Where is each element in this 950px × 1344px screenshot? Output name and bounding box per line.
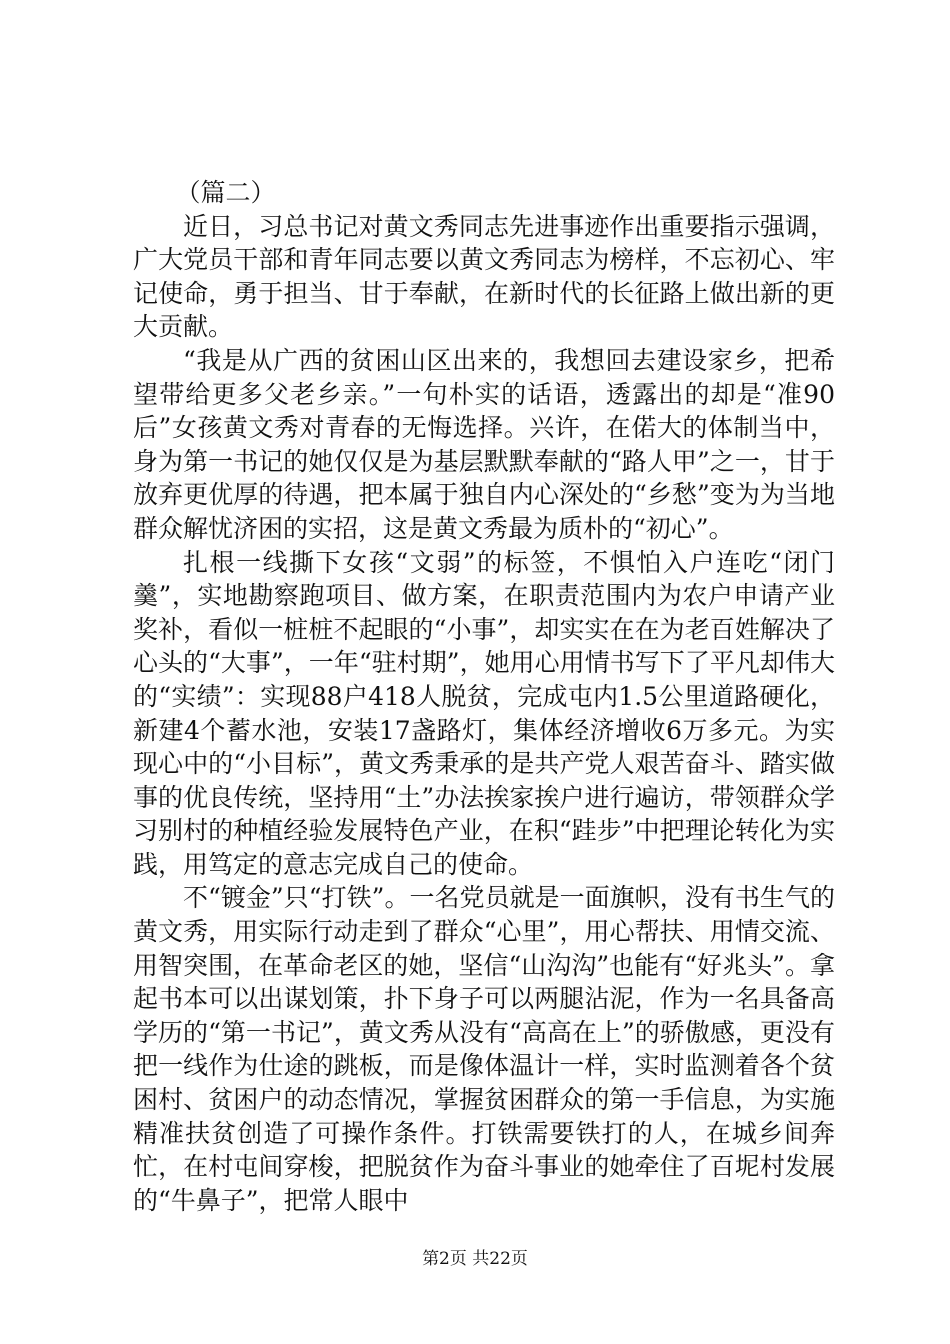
- document-body: [133, 176, 835, 1217]
- paragraph-4: 不“镀金”只“打铁”。一名党员就是一面旗帜，没有书生气的黄文秀，用实际行动走到了群众“心里”，用心帮扶、用情交流、用智突围，在革命老区的她，坚信“山沟沟”也能有“好兆头”。拿起书本可以出谋划策，扑下身子可以两腿沾泥，作为一名具备高学历的“第一书记”，黄文秀从没有“高高在上”的骄傲感，更没有把一线作为仕途的跳板，而是像体温计一样，实时监测着各个贫困村、贫困户的动态情况，掌握贫困群众的第一手信息，为实施精准扶贫创造了可操作条件。打铁需要铁打的人，在城乡间奔忙，在村屯间穿梭，把脱贫作为奋斗事业的她牵住了百坭村发展的“牛鼻子”，把常人眼中: [133, 883, 835, 1215]
- page-number-footer: 第2页 共22页: [422, 1249, 528, 1269]
- paragraph-3: 扎根一线撕下女孩“文弱”的标签，不惧怕入户连吃“闭门羹”，实地勘察跑项目、做方案，在职责范围内为农户申请产业奖补，看似一桩桩不起眼的“小事”，却实实在在为老百姓解决了心头的“大事”，一年“驻村期”，她用心用情书写下了平凡却伟大的“实绩”：实现88户418人脱贫，完成屯内1.5公里道路硬化，新建4个蓄水池，安装17盏路灯，集体经济增收6万多元。为实现心中的“小目标”，黄文秀秉承的是共产党人艰苦奋斗、踏实做事的优良传统，坚持用“土”办法挨家挨户进行遍访，带领群众学习别村的种植经验发展特色产业，在积“跬步”中把理论转化为实践，用笃定的意志完成自己的使命。: [133, 547, 835, 879]
- paragraph-2: “我是从广西的贫困山区出来的，我想回去建设家乡，把希望带给更多父老乡亲。”一句朴实的话语，透露出的却是“准90后”女孩黄文秀对青春的无悔选择。兴许，在偌大的体制当中，身为第一书记的她仅仅是为基层默默奉献的“路人甲”之一，甘于放弃更优厚的待遇，把本属于独自内心深处的“乡愁”变为为当地群众解忧济困的实招，这是黄文秀最为质朴的“初心”。: [133, 345, 835, 543]
- section-heading: （篇二）: [175, 178, 276, 207]
- paragraph-1: 近日，习总书记对黄文秀同志先进事迹作出重要指示强调，广大党员干部和青年同志要以黄文秀同志为榜样，不忘初心、牢记使命，勇于担当、甘于奉献，在新时代的长征路上做出新的更大贡献。: [133, 211, 835, 342]
